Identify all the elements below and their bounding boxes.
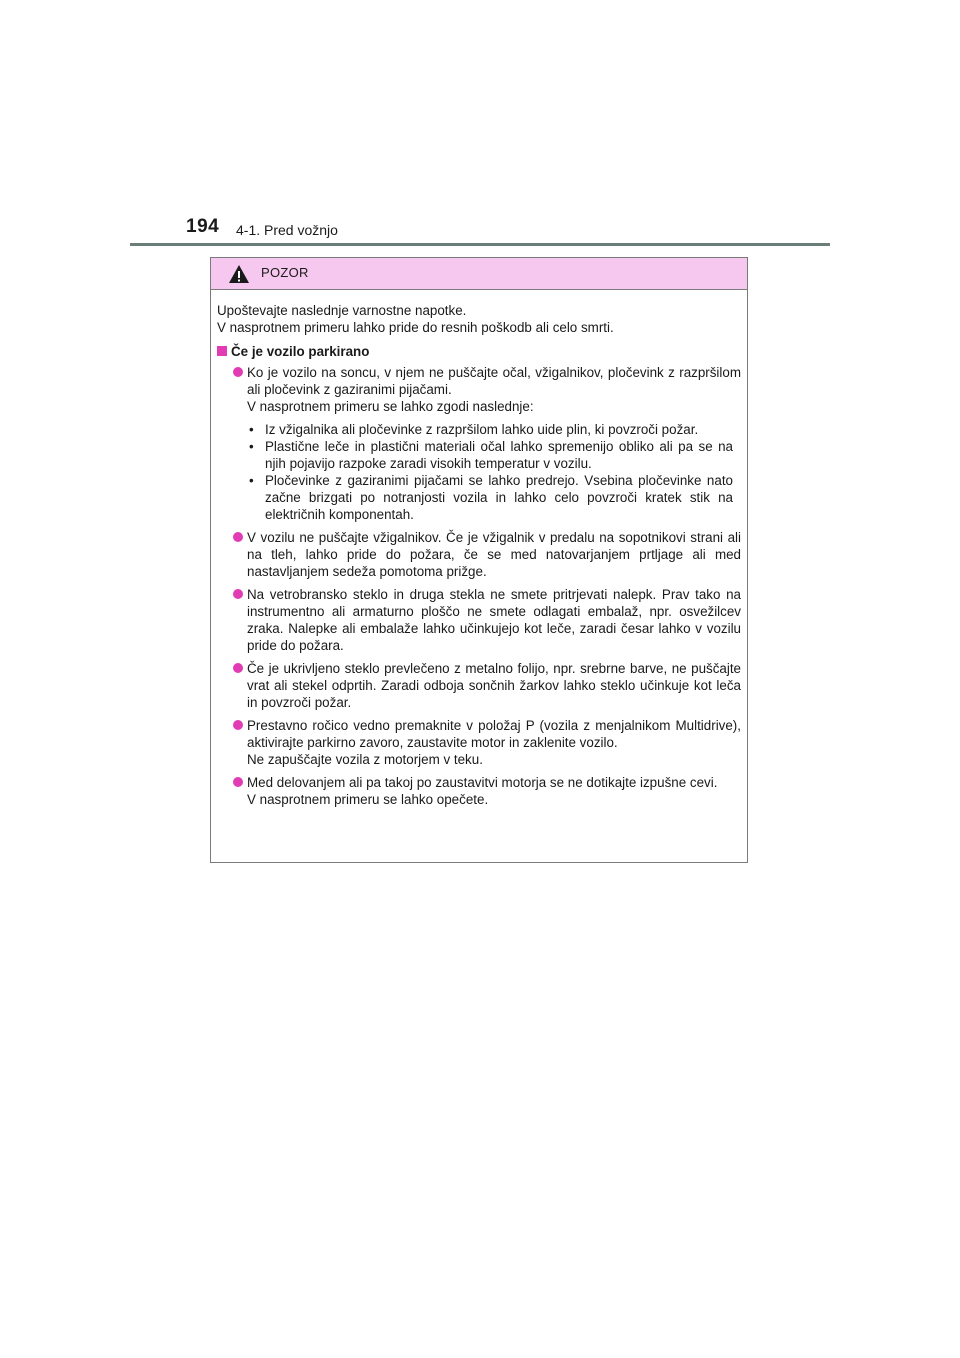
warning-body: [211, 290, 747, 808]
intro-line: Upoštevajte naslednje varnostne napotke.: [217, 303, 467, 318]
bullet-item: [217, 529, 741, 580]
heading-text: Če je vozilo parkirano: [231, 344, 370, 359]
warning-triangle-icon: [228, 264, 250, 284]
section-title: 4-1. Pred vožnjo: [236, 222, 338, 238]
circle-bullet-icon: [233, 532, 243, 542]
bullet-text: Prestavno ročico vedno premaknite v položaj P (vozila z menjalnikom Multidrive), aktivirajte parkirno zavoro, zaustavite motor in zaklenite vozilo.: [247, 718, 741, 750]
intro-line: V nasprotnem primeru lahko pride do resnih poškodb ali celo smrti.: [217, 320, 614, 335]
bullet-extra: Ne zapuščajte vozila z motorjem v teku.: [247, 752, 483, 767]
bullet-extra: V nasprotnem primeru se lahko opečete.: [247, 792, 489, 807]
warning-box: [210, 257, 748, 863]
sub-item: [217, 472, 741, 523]
bullet-text: Če je ukrivljeno steklo prevlečeno z metalno folijo, npr. srebrne barve, ne puščajte vrat ali stekel odprtih. Zaradi odboja sončnih žarkov lahko steklo učinkuje kot leča in povzroči požar.: [247, 661, 741, 710]
section-heading: [217, 343, 741, 360]
bullet-extra: V nasprotnem primeru se lahko zgodi naslednje:: [247, 399, 534, 414]
circle-bullet-icon: [233, 367, 243, 377]
warning-intro: [217, 302, 741, 336]
page-number: 194: [186, 216, 220, 237]
bullet-text: Ko je vozilo na soncu, v njem ne puščajte očal, vžigalnikov, pločevink z razpršilom ali pločevink z gaziranimi pijačami.: [247, 365, 741, 397]
sub-item-text: Pločevinke z gaziranimi pijačami se lahko predrejo. Vsebina pločevinke nato začne brizgati po notranjosti vozila in lahko celo povzroči kratek stik na električnih komponentah.: [265, 473, 733, 522]
circle-bullet-icon: [233, 720, 243, 730]
bullet-item: [217, 364, 741, 523]
sub-bullet-mark: •: [249, 473, 254, 488]
sub-item-text: Iz vžigalnika ali pločevinke z razpršilom lahko uide plin, ki povzroči požar.: [265, 422, 699, 437]
circle-bullet-icon: [233, 589, 243, 599]
warning-title: POZOR: [261, 265, 309, 280]
warning-header: [211, 258, 747, 290]
sub-item: [217, 438, 741, 472]
sub-bullet-mark: •: [249, 422, 254, 437]
header-rule: [130, 243, 830, 246]
sub-list: [247, 421, 741, 523]
square-bullet-icon: [217, 346, 227, 356]
bullet-item: [217, 586, 741, 654]
bullet-item: [217, 717, 741, 768]
sub-item-text: Plastične leče in plastični materiali očal lahko spremenijo obliko ali pa se na njih pojavijo razpoke zaradi visokih temperatur v vozilu.: [265, 439, 733, 471]
circle-bullet-icon: [233, 663, 243, 673]
bullet-text: V vozilu ne puščajte vžigalnikov. Če je vžigalnik v predalu na sopotnikovi strani ali na tleh, lahko pride do požara, če se med natovarjanjem prtljage ali med nastavljanjem sedeža pomotoma prižge.: [247, 530, 741, 579]
circle-bullet-icon: [233, 777, 243, 787]
sub-item: [217, 421, 741, 438]
bullet-item: [217, 660, 741, 711]
bullet-text: Med delovanjem ali pa takoj po zaustavitvi motorja se ne dotikajte izpušne cevi.: [247, 775, 718, 790]
bullet-item: [217, 774, 741, 808]
sub-bullet-mark: •: [249, 439, 254, 454]
bullet-text: Na vetrobransko steklo in druga stekla ne smete pritrjevati nalepk. Prav tako na instrumentno ali armaturno ploščo ne smete odlagati embalaž, npr. osvežilcev zraka. Nalepke ali embalaže lahko učinkujejo kot leče, zaradi česar lahko v vozilu pride do požara.: [247, 587, 741, 653]
